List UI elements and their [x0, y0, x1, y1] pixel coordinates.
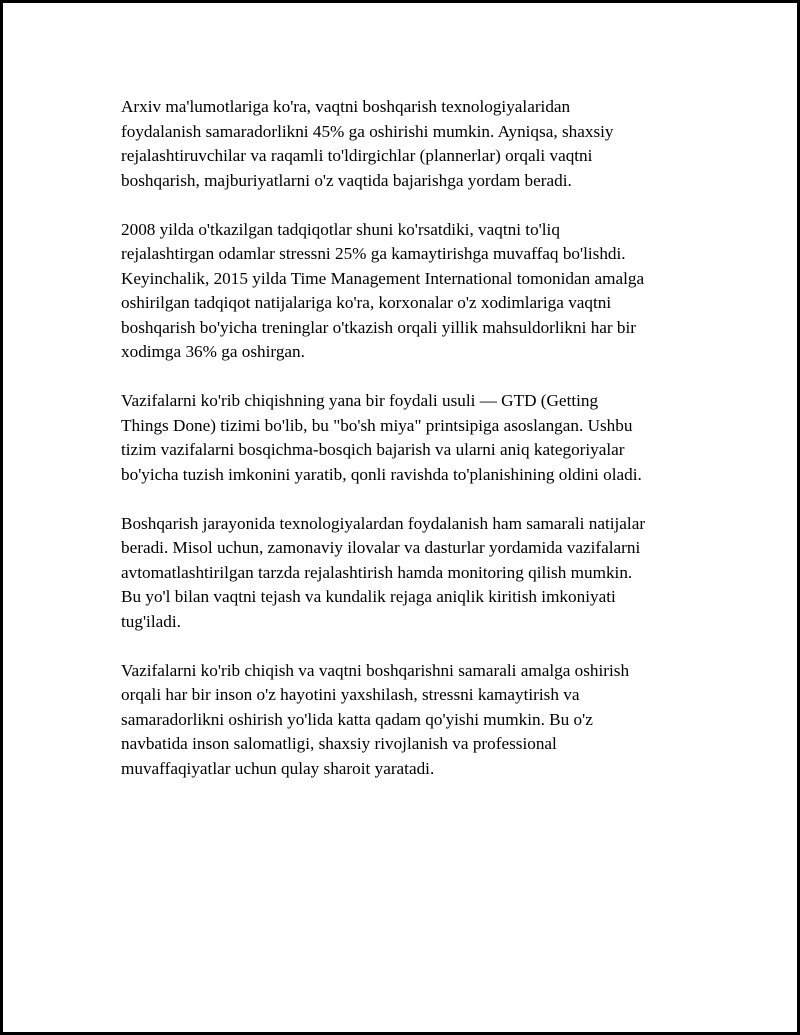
text-line: rejalashtirgan odamlar stressni 25% ga kamaytirishga muvaffaq bo'lishdi. [121, 244, 626, 263]
paragraph-5 [121, 659, 701, 782]
text-line: tizim vazifalarni bosqichma-bosqich bajarish va ularni aniq kategoriyalar [121, 440, 625, 459]
text-line: 2008 yilda o'tkazilgan tadqiqotlar shuni ko'rsatdiki, vaqtni to'liq [121, 219, 560, 239]
text-line: navbatida inson salomatligi, shaxsiy rivojlanish va professional [121, 734, 557, 753]
text-line: bo'yicha tuzish imkonini yaratib, qonli ravishda to'planishining oldini oladi. [121, 464, 642, 484]
paragraph-2 [121, 218, 701, 365]
text-line: muvaffaqiyatlar uchun qulay sharoit yaratadi. [121, 758, 435, 778]
text-line: boshqarish bo'yicha treninglar o'tkazish orqali yillik mahsuldorlikni har bir [121, 317, 637, 337]
text-line: boshqarish, majburiyatlarni o'z vaqtida bajarishga yordam beradi. [121, 170, 572, 190]
text-line: beradi. Misol uchun, zamonaviy ilovalar va dasturlar yordamida vazifalarni [121, 538, 641, 557]
text-line: Bu yo'l bilan vaqtni tejash va kundalik rejaga aniqlik kiritish imkoniyati [121, 587, 616, 606]
text-line: samaradorlikni oshirish yo'lida katta qadam qo'yishi mumkin. Bu o'z [121, 709, 593, 729]
text-line: Keyinchalik, 2015 yilda Time Management International tomonidan amalga [121, 268, 645, 288]
text-line: Vazifalarni ko'rib chiqishning yana bir foydali usuli — GTD (Getting [121, 391, 599, 410]
text-line: avtomatlashtirilgan tarzda rejalashtirish hamda monitoring qilish mumkin. [121, 562, 633, 582]
paragraph-3 [121, 389, 701, 487]
text-line: tug'iladi. [121, 611, 181, 631]
text-line: rejalashtiruvchilar va raqamli to'ldirgichlar (plannerlar) orqali vaqtni [121, 146, 593, 165]
text-line: foydalanish samaradorlikni 45% ga oshirishi mumkin. Ayniqsa, shaxsiy [121, 121, 614, 141]
paragraph-4 [121, 512, 701, 635]
paragraph-1 [121, 95, 701, 193]
text-line: Things Done) tizimi bo'lib, bu "bo'sh miya" printsipiga asoslangan. Ushbu [121, 415, 633, 435]
text-line: Arxiv ma'lumotlariga ko'ra, vaqtni boshqarish texnologiyalaridan [121, 97, 571, 116]
document-body [121, 95, 701, 806]
text-line: orqali har bir inson o'z hayotini yaxshilash, stressni kamaytirish va [121, 685, 580, 704]
text-line: oshirilgan tadqiqot natijalariga ko'ra, korxonalar o'z xodimlariga vaqtni [121, 293, 612, 312]
text-line: Boshqarish jarayonida texnologiyalardan foydalanish ham samarali natijalar [121, 513, 646, 533]
text-line: xodimga 36% ga oshirgan. [121, 342, 305, 361]
text-line: Vazifalarni ko'rib chiqish va vaqtni boshqarishni samarali amalga oshirish [121, 660, 630, 680]
